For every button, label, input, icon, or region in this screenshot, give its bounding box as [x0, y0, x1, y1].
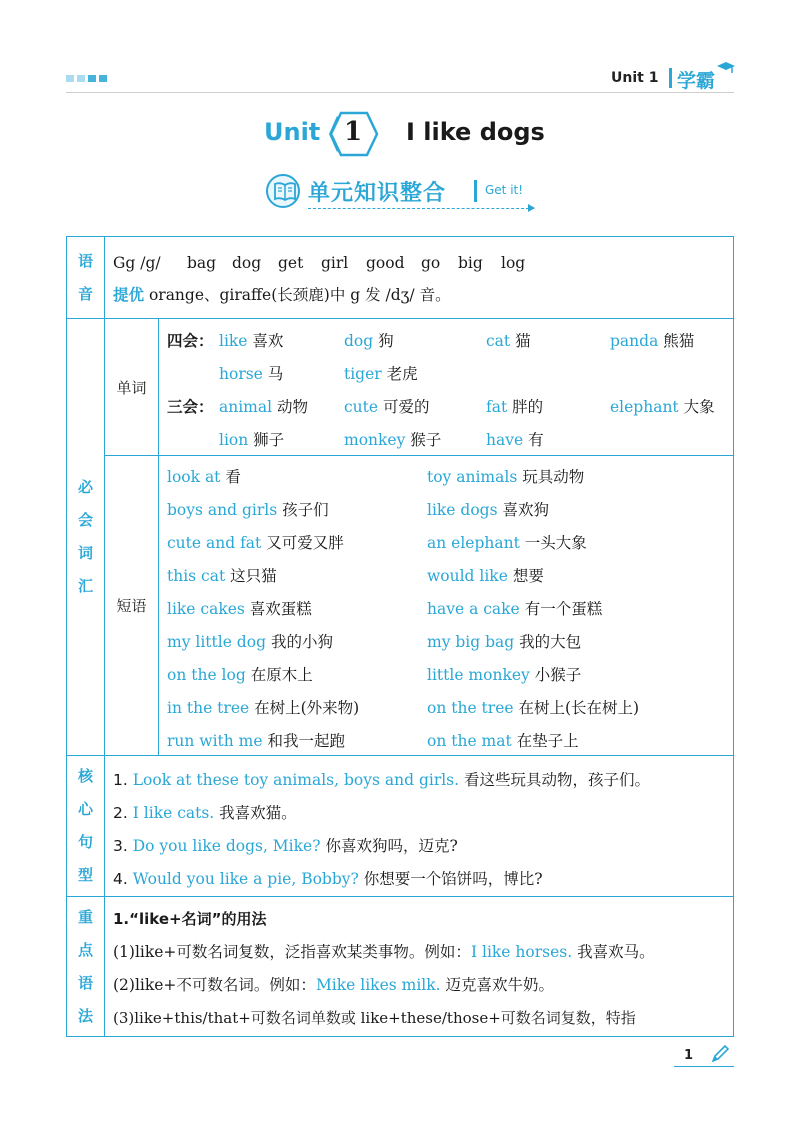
- unit-number: 1: [343, 117, 363, 147]
- header-decoration: [66, 75, 107, 82]
- unit-word: Unit: [264, 118, 321, 146]
- grammar-label: 重 点 语 法: [77, 907, 93, 1025]
- footer-divider: [674, 1066, 734, 1067]
- knowledge-table: 语 音 Gg /g/ bag dog get girl good go big log 提优 orange、giraffe(长颈鹿)中 g 发 /dʒ/ 音。 必 会 词 汇 单词 四会： 三会： like 喜欢 dog 狗 cat 猫 panda 熊猫 horse 马 tiger 老虎 animal 动物 cute 可爱的 fat 胖的 elephant 大象 lion 狮子 monkey 猴子 have 有 短语 look at 看 boys and girls 孩子们 cute and fat 又可爱又胖 this cat 这只猫 like cakes 喜欢蛋糕 my little dog 我的小狗 on the log 在原木上 in the tree 在树上(外来物) run with me 和我一起跑 toy animals 玩具动物 like dogs 喜欢狗 an elephant 一头大象 would like 想要 have a cake 有一个蛋糕 my big bag 我的大包 little monkey 小猴子 on the tree 在树上(长在树上) on the mat 在垫子上 核 心 句 型 1. Look at these toy animals, boys and girls. 看这些玩具动物，孩子们。 2. I like cats. 我喜欢猫。 3. Do you like dogs, Mike? 你喜欢狗吗，迈克? 4. Would you like a pie, Bobby? 你想要一个馅饼吗，博比? 重 点 语 法 1.“like+名词”的用法 (1)like+可数名词复数，泛指喜欢某类事物。例如：I like horses. 我喜欢马。 (2)like+不可数名词。例如：Mike likes milk. 迈克喜欢牛奶。 (3)like+this/that+可数名词单数或 like+these/those+可数名词复数，特指: [66, 236, 734, 1037]
- section-divider: [474, 180, 477, 202]
- grammar-heading: 1.“like+名词”的用法: [113, 910, 267, 928]
- words-label: 单词: [116, 378, 147, 397]
- phrases-label: 短语: [116, 597, 147, 615]
- header-divider: [66, 92, 734, 93]
- arrow-right-icon: [528, 204, 535, 212]
- sentences-label: 核 心 句 型: [77, 767, 93, 884]
- sentence-item: 4. Would you like a pie, Bobby? 你想要一个馅饼吗，博比?: [113, 870, 543, 888]
- phonics-word: good: [366, 254, 405, 272]
- grammar-rule: (1)like+可数名词复数，泛指喜欢某类事物。例如：I like horses. 我喜欢马。: [113, 943, 655, 961]
- phonics-word: go: [421, 254, 441, 272]
- unit-title: [0, 108, 800, 160]
- row-divider: [67, 755, 733, 756]
- unit-name: I like dogs: [406, 118, 545, 146]
- phonics-word: girl: [321, 254, 349, 272]
- sentence-item: 1. Look at these toy animals, boys and girls. 看这些玩具动物，孩子们。: [113, 771, 651, 789]
- phonics-word: dog: [232, 254, 262, 272]
- sentence-item: 2. I like cats. 我喜欢猫。: [113, 804, 297, 822]
- pencil-icon: [710, 1044, 730, 1064]
- header-unit-label: Unit 1: [611, 70, 659, 86]
- phonics-tip: [113, 285, 451, 305]
- row-divider: [104, 455, 733, 456]
- grammar-rule: (3)like+this/that+可数名词单数或 like+these/those+可数名词复数，特指: [113, 1009, 636, 1027]
- grammar-rule: (2)like+不可数名词。例如：Mike likes milk. 迈克喜欢牛奶。: [113, 976, 555, 994]
- sentence-item: 3. Do you like dogs, Mike? 你喜欢狗吗，迈克?: [113, 837, 458, 855]
- group-four-skills-label: 四会：: [167, 332, 214, 350]
- vocab-label: 必 会 词 汇: [77, 478, 93, 595]
- phonics-word: Gg /g/: [113, 254, 161, 272]
- page-header: [66, 66, 734, 96]
- brand-logo: 学霸: [677, 70, 716, 92]
- phonics-label: 语 音: [77, 251, 93, 303]
- phonics-word: get: [278, 254, 304, 272]
- phonics-word: bag: [187, 254, 217, 272]
- phonics-word: big: [458, 254, 483, 272]
- row-divider: [67, 896, 733, 897]
- tip-label: 提优: [113, 286, 145, 304]
- group-three-skills-label: 三会：: [167, 398, 214, 416]
- column-divider: [158, 318, 159, 755]
- section-title: 单元知识整合: [308, 181, 447, 206]
- brand-bar: [669, 68, 672, 88]
- section-subtitle: Get it!: [485, 183, 524, 197]
- phonics-word: log: [501, 254, 526, 272]
- page-number: 1: [684, 1048, 694, 1063]
- row-divider: [67, 318, 733, 319]
- open-book-icon: [273, 181, 297, 203]
- graduation-cap-icon: [717, 62, 735, 74]
- section-underline: [308, 208, 534, 209]
- section-heading: [266, 172, 538, 214]
- tip-text: orange、giraffe(长颈鹿)中 g 发 /dʒ/ 音。: [148, 286, 451, 304]
